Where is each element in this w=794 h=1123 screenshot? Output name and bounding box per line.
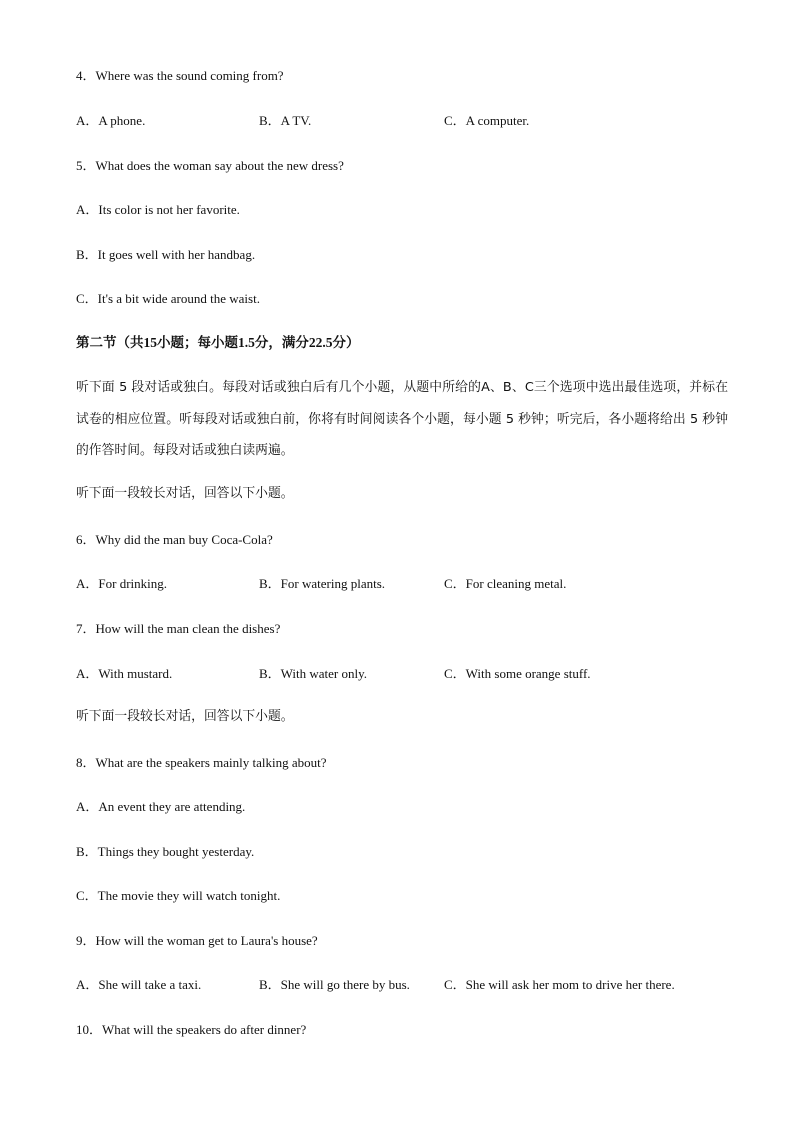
section-instructions: 听下面 5 段对话或独白。每段对话或独白后有几个小题，从题中所给的A、B、C三个选项中选出最佳选项，并标在试卷的相应位置。听每段对话或独白前，你将有时间阅读各个小题，每小题 5 秒钟；听完后，各小题将给出 5 秒钟的作答时间。每段对话或独白读两遍。 bbox=[76, 380, 728, 458]
question-8: 8．What are the speakers mainly talking about? bbox=[76, 755, 327, 770]
question-7: 7．How will the man clean the dishes? bbox=[76, 621, 281, 636]
question-9-options bbox=[76, 976, 736, 994]
option-b: B．For watering plants. bbox=[259, 576, 386, 591]
question-7-options bbox=[76, 665, 736, 683]
option-c: C．She will ask her mom to drive her there. bbox=[444, 977, 675, 992]
option-c: C．With some orange stuff. bbox=[444, 666, 591, 681]
option-a: A．For drinking. bbox=[76, 576, 168, 591]
option-a: A．With mustard. bbox=[76, 666, 173, 681]
question-4-options bbox=[76, 112, 736, 130]
option-a: A．A phone. bbox=[76, 113, 146, 128]
question-6-options bbox=[76, 575, 736, 593]
option-b: B．Things they bought yesterday. bbox=[76, 844, 255, 859]
question-10: 10．What will the speakers do after dinner? bbox=[76, 1022, 307, 1037]
option-c: C．The movie they will watch tonight. bbox=[76, 888, 281, 903]
option-b: B．She will go there by bus. bbox=[259, 977, 410, 992]
section-title: 第二节（共15小题；每小题1.5分，满分22.5分） bbox=[76, 335, 360, 350]
dialog-intro: 听下面一段较长对话，回答以下小题。 bbox=[76, 486, 294, 501]
option-a: A．An event they are attending. bbox=[76, 799, 246, 814]
question-9: 9．How will the woman get to Laura's house? bbox=[76, 933, 318, 948]
option-c: C．A computer. bbox=[444, 113, 530, 128]
option-c: C．For cleaning metal. bbox=[444, 576, 567, 591]
option-b: B．It goes well with her handbag. bbox=[76, 247, 256, 262]
question-4: 4．Where was the sound coming from? bbox=[76, 68, 284, 83]
option-a: A．She will take a taxi. bbox=[76, 977, 202, 992]
question-5: 5．What does the woman say about the new dress? bbox=[76, 158, 344, 173]
option-a: A．Its color is not her favorite. bbox=[76, 202, 240, 217]
option-c: C．It's a bit wide around the waist. bbox=[76, 291, 260, 306]
question-6: 6．Why did the man buy Coca-Cola? bbox=[76, 532, 273, 547]
dialog-intro: 听下面一段较长对话，回答以下小题。 bbox=[76, 709, 294, 724]
option-b: B．With water only. bbox=[259, 666, 368, 681]
option-b: B．A TV. bbox=[259, 113, 312, 128]
